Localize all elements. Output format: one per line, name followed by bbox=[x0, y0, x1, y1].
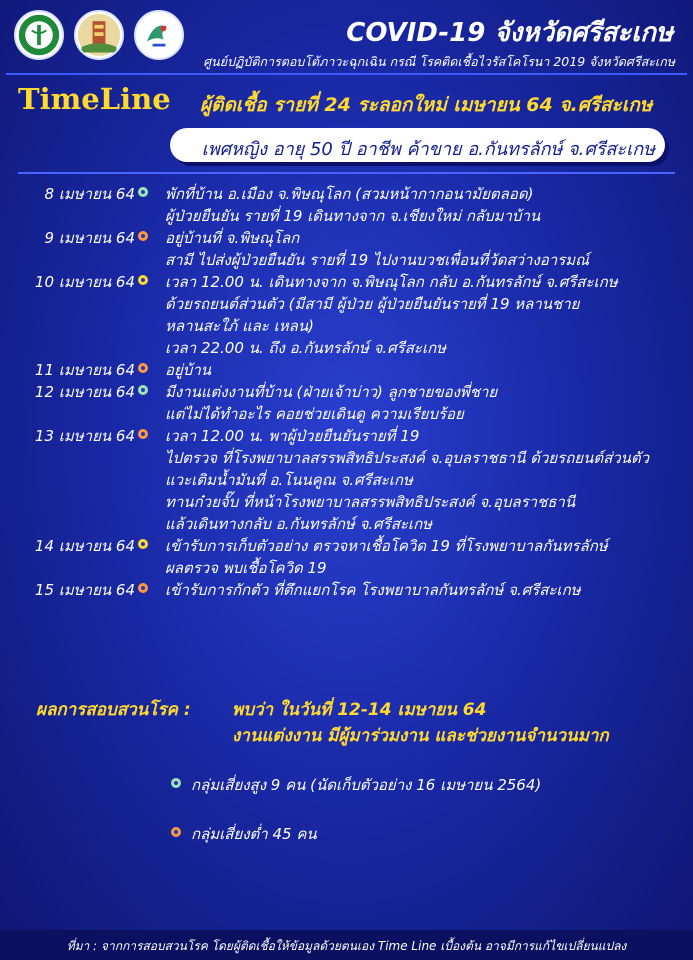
investigation-label: ผลการสอบสวนโรค : bbox=[36, 700, 191, 720]
timeline-row bbox=[0, 380, 693, 402]
timeline-row bbox=[0, 292, 693, 314]
timeline-row bbox=[0, 358, 693, 380]
timeline-row bbox=[0, 446, 693, 468]
timeline-heading: TimeLine bbox=[18, 82, 171, 116]
timeline-date: 9 เมษายน 64 bbox=[44, 229, 135, 247]
header-divider bbox=[6, 73, 687, 75]
timeline-text: แต่ไม่ได้ทำอะไร คอยช่วยเดินดู ความเรียบร้อย bbox=[165, 405, 464, 423]
timeline-date: 13 เมษายน 64 bbox=[34, 427, 135, 445]
timeline-row bbox=[0, 248, 693, 270]
timeline-text: ผลตรวจ พบเชื้อโควิด 19 bbox=[165, 559, 327, 577]
ministry-of-public-health-logo bbox=[14, 10, 64, 60]
timeline-row bbox=[0, 556, 693, 578]
timeline-row bbox=[0, 490, 693, 512]
timeline-text: เวลา 22.00 น. ถึง อ.กันทรลักษ์ จ.ศรีสะเกษ bbox=[165, 339, 447, 357]
timeline-date: 11 เมษายน 64 bbox=[34, 361, 135, 379]
timeline-dot-icon bbox=[138, 187, 148, 197]
timeline-row bbox=[0, 468, 693, 490]
risk-group-text: กลุ่มเสี่ยงสูง 9 คน (นัดเก็บตัวอย่าง 16 เมษายน 2564) bbox=[191, 776, 542, 794]
case-info-pill bbox=[170, 128, 665, 162]
timeline-row bbox=[0, 204, 693, 226]
provincial-seal-logo bbox=[74, 10, 124, 60]
page-subtitle: ศูนย์ปฏิบัติการตอบโต้ภาวะฉุกเฉิน กรณี โรคติดเชื้อไวรัสโคโรนา 2019 จังหวัดศรีสะเกษ bbox=[203, 54, 675, 69]
bullet-dot-icon bbox=[171, 778, 181, 788]
timeline-row bbox=[0, 578, 693, 600]
timeline-text: เวลา 12.00 น. พาผู้ป่วยยืนยันรายที่ 19 bbox=[165, 427, 420, 445]
timeline-row bbox=[0, 314, 693, 336]
timeline-date: 8 เมษายน 64 bbox=[44, 185, 135, 203]
timeline-text: พักที่บ้าน อ.เมือง จ.พิษณุโลก (สวมหน้ากากอนามัยตลอด) bbox=[165, 185, 534, 203]
timeline-date: 15 เมษายน 64 bbox=[34, 581, 135, 599]
case-info-text: เพศหญิง อายุ 50 ปี อาชีพ ค้าขาย อ.กันทรลักษ์ จ.ศรีสะเกษ bbox=[201, 139, 655, 160]
case-title: ผู้ติดเชื้อ รายที่ 24 ระลอกใหม่ เมษายน 64 จ.ศรีสะเกษ bbox=[200, 94, 653, 116]
timeline-row bbox=[0, 182, 693, 204]
timeline-text: ทานก๋วยจั๊บ ที่หน้าโรงพยาบาลสรรพสิทธิประสงค์ จ.อุบลราชธานี bbox=[165, 493, 576, 511]
section-divider bbox=[18, 172, 675, 174]
timeline-text: อยู่บ้าน bbox=[165, 361, 211, 379]
timeline-text: เข้ารับการเก็บตัวอย่าง ตรวจหาเชื้อโควิด 19 ที่โรงพยาบาลกันทรลักษ์ bbox=[165, 537, 608, 555]
timeline-date: 14 เมษายน 64 bbox=[34, 537, 135, 555]
timeline-row bbox=[0, 424, 693, 446]
risk-group-high bbox=[177, 773, 541, 797]
timeline-text: เวลา 12.00 น. เดินทางจาก จ.พิษณุโลก กลับ อ.กันทรลักษ์ จ.ศรีสะเกษ bbox=[165, 273, 618, 291]
risk-group-text: กลุ่มเสี่ยงต่ำ 45 คน bbox=[191, 825, 317, 843]
page-title: COVID-19 จังหวัดศรีสะเกษ bbox=[346, 18, 673, 48]
timeline-dot-icon bbox=[138, 583, 148, 593]
timeline-dot-icon bbox=[138, 275, 148, 285]
timeline-text: แวะเติมน้ำมันที่ อ.โนนคูณ จ.ศรีสะเกษ bbox=[165, 471, 413, 489]
timeline-text: ไปตรวจ ที่โรงพยาบาลสรรพสิทธิประสงค์ จ.อุบลราชธานี ด้วยรถยนต์ส่วนตัว bbox=[165, 449, 650, 467]
timeline-dot-icon bbox=[138, 385, 148, 395]
timeline-dot-icon bbox=[138, 363, 148, 373]
ops-center-logo bbox=[134, 10, 184, 60]
timeline-text: เข้ารับการกักตัว ที่ตึกแยกโรค โรงพยาบาลกันทรลักษ์ จ.ศรีสะเกษ bbox=[165, 581, 581, 599]
timeline-dot-icon bbox=[138, 231, 148, 241]
timeline-row bbox=[0, 226, 693, 248]
timeline-date: 10 เมษายน 64 bbox=[34, 273, 135, 291]
timeline-list bbox=[0, 182, 693, 600]
timeline-text: สามี ไปส่งผู้ป่วยยืนยัน รายที่ 19 ไปงานบวชเพื่อนที่วัดสว่างอารมณ์ bbox=[165, 251, 590, 269]
risk-group-low bbox=[177, 822, 317, 846]
bullet-dot-icon bbox=[171, 827, 181, 837]
footer bbox=[0, 930, 693, 960]
timeline-dot-icon bbox=[138, 429, 148, 439]
timeline-text: มีงานแต่งงานที่บ้าน (ฝ่ายเจ้าบ่าว) ลูกชายของพี่ชาย bbox=[165, 383, 498, 401]
timeline-date: 12 เมษายน 64 bbox=[34, 383, 135, 401]
timeline-text: หลานสะใภ้ และ เหลน) bbox=[165, 317, 314, 335]
timeline-row bbox=[0, 270, 693, 292]
timeline-text: ด้วยรถยนต์ส่วนตัว (มีสามี ผู้ป่วย ผู้ป่วยยืนยันรายที่ 19 หลานชาย bbox=[165, 295, 580, 313]
timeline-dot-icon bbox=[138, 539, 148, 549]
timeline-row bbox=[0, 402, 693, 424]
timeline-text: อยู่บ้านที่ จ.พิษณุโลก bbox=[165, 229, 300, 247]
footer-source-note: ที่มา : จากการสอบสวนโรค โดยผู้ติดเชื้อให้ข้อมูลด้วยตนเอง Time Line เบื้องต้น อาจมีการแก้ไขเปลี่ยนแปลง bbox=[66, 939, 627, 953]
timeline-row bbox=[0, 336, 693, 358]
header bbox=[0, 0, 693, 76]
timeline-row bbox=[0, 534, 693, 556]
timeline-row bbox=[0, 512, 693, 534]
investigation-line: งานแต่งงาน มีผู้มาร่วมงาน และช่วยงานจำนวนมาก bbox=[232, 726, 609, 746]
timeline-text: แล้วเดินทางกลับ อ.กันทรลักษ์ จ.ศรีสะเกษ bbox=[165, 515, 433, 533]
investigation-line: พบว่า ในวันที่ 12-14 เมษายน 64 bbox=[232, 700, 487, 720]
timeline-text: ผู้ป่วยยืนยัน รายที่ 19 เดินทางจาก จ.เชียงใหม่ กลับมาบ้าน bbox=[165, 207, 541, 225]
